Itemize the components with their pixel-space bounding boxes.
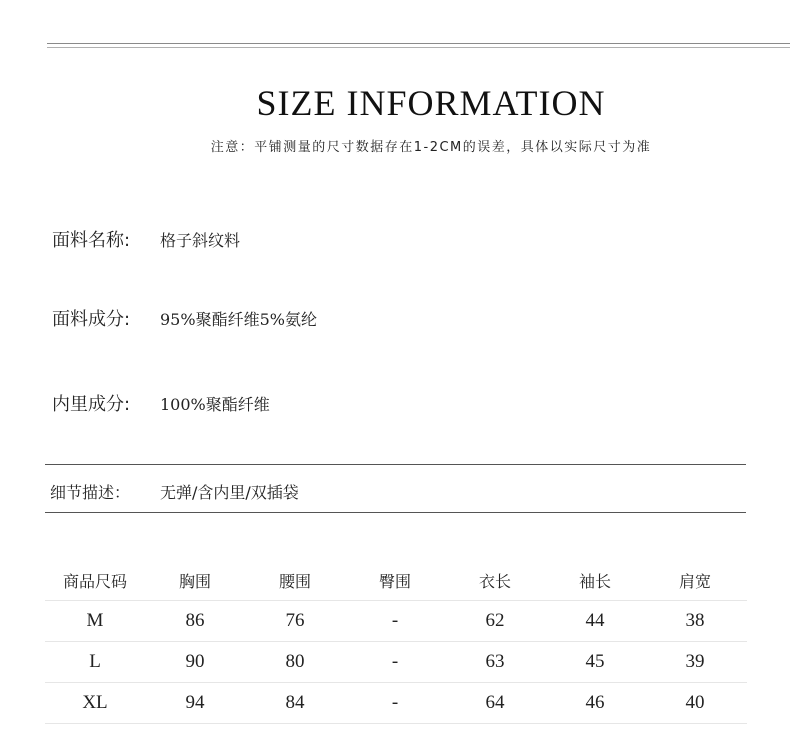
header-waist: 腰围 <box>278 571 311 591</box>
fabric-name-label: 面料名称: <box>52 230 131 251</box>
fabric-composition-label: 面料成分: <box>52 309 131 330</box>
top-divider <box>47 43 790 44</box>
cell-hip: - <box>391 651 399 672</box>
measurement-note: 注意：平铺测量的尺寸数据存在1-2CM的误差，具体以实际尺寸为准 <box>210 140 652 155</box>
page-title: SIZE INFORMATION <box>256 83 606 123</box>
table-header <box>45 560 747 601</box>
details-divider-top <box>45 464 746 465</box>
cell-chest: 90 <box>185 651 205 672</box>
table-row <box>45 642 747 683</box>
fabric-composition-value: 95%聚酯纤维5%氨纶 <box>160 310 317 329</box>
cell-shoulder: 38 <box>685 610 705 631</box>
table-row <box>45 601 747 642</box>
cell-sleeve: 44 <box>585 610 605 631</box>
cell-shoulder: 39 <box>685 651 705 672</box>
header-hip: 臀围 <box>378 571 411 591</box>
details-row <box>50 480 299 503</box>
lining-composition-row <box>52 390 270 416</box>
cell-waist: 80 <box>285 651 305 672</box>
cell-hip: - <box>391 610 399 631</box>
header-length: 衣长 <box>478 571 511 591</box>
header-chest: 胸围 <box>178 571 211 591</box>
cell-length: 63 <box>485 651 505 672</box>
cell-chest: 94 <box>185 692 205 713</box>
cell-size: XL <box>82 692 108 713</box>
cell-waist: 84 <box>285 692 305 713</box>
cell-sleeve: 45 <box>585 651 605 672</box>
details-label: 细节描述： <box>50 483 131 502</box>
cell-size: L <box>89 651 101 672</box>
fabric-name-value: 格子斜纹料 <box>160 231 241 250</box>
header-shoulder: 肩宽 <box>678 571 711 591</box>
cell-waist: 76 <box>285 610 305 631</box>
header-sleeve: 袖长 <box>578 571 611 591</box>
fabric-name-row <box>52 226 240 252</box>
fabric-composition-row <box>52 305 317 331</box>
details-divider-bottom <box>45 512 746 513</box>
top-divider-secondary <box>47 47 790 48</box>
lining-composition-label: 内里成分: <box>52 394 131 415</box>
cell-length: 62 <box>485 610 505 631</box>
cell-length: 64 <box>485 692 505 713</box>
cell-chest: 86 <box>185 610 205 631</box>
lining-composition-value: 100%聚酯纤维 <box>160 395 270 414</box>
table-row <box>45 683 747 724</box>
details-value: 无弹/含内里/双插袋 <box>160 483 299 502</box>
header-size: 商品尺码 <box>62 571 127 591</box>
cell-shoulder: 40 <box>685 692 705 713</box>
cell-hip: - <box>391 692 399 713</box>
cell-size: M <box>86 610 104 631</box>
cell-sleeve: 46 <box>585 692 605 713</box>
size-table <box>45 560 747 724</box>
